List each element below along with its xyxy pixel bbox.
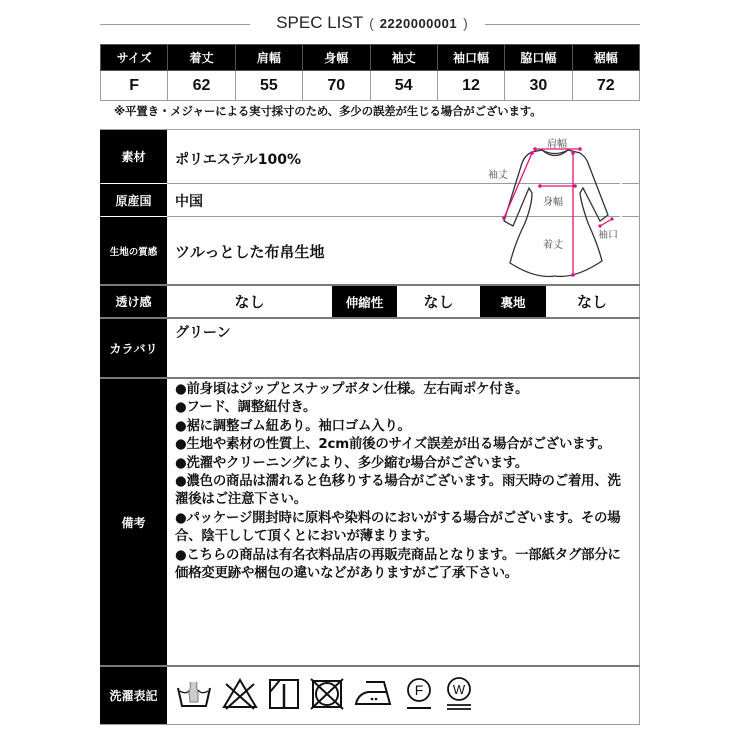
label-texture: 生地の質感 (100, 217, 167, 284)
size-table (100, 44, 640, 101)
row-divider (100, 317, 640, 319)
dry-clean-f-icon (404, 677, 434, 711)
diagram-label-length: 着丈 (543, 240, 563, 251)
title-text: SPEC LIST (276, 13, 364, 32)
header-hem-width: 裾幅 (572, 45, 639, 71)
header-body-width: 身幅 (303, 45, 370, 71)
product-code: 2220000001 (379, 16, 458, 31)
remark-item: ●前身頃はジップとスナップボタン仕様。左右両ポケ付き。 (175, 382, 529, 397)
remark-item: ●洗濯やクリーニングにより、多少縮む場合がございます。 (175, 455, 529, 471)
label-lining: 裏地 (480, 286, 546, 317)
remark-item: ●パッケージ開封時に原料や染料のにおいがする場合がございます。その場合、陰干しして頂くとにおいが薄まります。 (175, 510, 621, 545)
value-sleeve-length: 54 (370, 71, 437, 101)
remark-item: ●濃色の商品は濡れると色移りする場合がございます。雨天時のご着用、洗濯後はご注意下さい。 (175, 474, 621, 508)
garment-diagram (480, 133, 630, 281)
value-lining: なし (576, 293, 607, 311)
diagram-label-cuff: 袖口 (598, 230, 618, 241)
row-divider (100, 665, 640, 667)
remarks-list (175, 381, 630, 583)
title-rule-left (100, 24, 250, 25)
value-hem-width: 72 (572, 71, 639, 101)
value-colors: グリーン (175, 325, 231, 341)
no-tumble-dry-icon (310, 678, 344, 710)
label-stretch: 伸縮性 (332, 286, 397, 317)
page-title: SPEC LIST ( 2220000001 ) (276, 13, 468, 32)
value-stretch: なし (423, 293, 454, 311)
remark-item: ●こちらの商品は有名衣料品店の再販売商品となります。一部紙タグ部分に価格変更跡や梱包の違いなどがありますがご了承下さい。 (175, 547, 621, 582)
value-cuff-width: 12 (437, 71, 504, 101)
header-armhole-width: 脇口幅 (505, 45, 572, 71)
wet-clean-w-icon (444, 677, 474, 711)
svg-text:F: F (414, 682, 424, 698)
value-length: 62 (168, 71, 235, 101)
row-divider (100, 377, 640, 379)
value-armhole-width: 30 (505, 71, 572, 101)
iron-medium-icon (354, 678, 394, 710)
hand-wash-icon (176, 678, 212, 710)
label-colors: カラバリ (100, 319, 167, 377)
size-table-header (101, 45, 640, 71)
diagram-label-body-width: 身幅 (543, 197, 563, 208)
remark-item: ●裾に調整ゴム紐あり。袖口ゴム入り。 (175, 418, 411, 434)
value-sheer: なし (234, 293, 265, 311)
svg-text:W: W (452, 682, 466, 697)
label-sheer: 透け感 (100, 286, 167, 317)
value-body-width: 70 (303, 71, 370, 101)
label-remarks: 備考 (100, 379, 167, 665)
value-size: F (101, 71, 168, 101)
header-shoulder: 肩幅 (235, 45, 302, 71)
value-origin: 中国 (175, 194, 203, 210)
header-size: サイズ (101, 45, 168, 71)
title-rule-right (485, 24, 640, 25)
no-bleach-icon (222, 678, 258, 710)
header-length: 着丈 (168, 45, 235, 71)
diagram-label-sleeve: 袖丈 (488, 170, 508, 181)
header-cuff-width: 袖口幅 (437, 45, 504, 71)
diagram-label-shoulder: 肩幅 (547, 139, 567, 150)
value-material: ポリエステル100% (175, 152, 301, 168)
line-dry-shade-icon (268, 678, 300, 710)
label-care: 洗濯表記 (100, 667, 167, 724)
label-origin: 原産国 (100, 184, 167, 216)
remark-item: ●生地や素材の性質上、2cm前後のサイズ誤差が出る場合がございます。 (175, 437, 611, 453)
header-sleeve-length: 袖丈 (370, 45, 437, 71)
size-table-row (101, 71, 640, 101)
measurement-note: ※平置き・メジャーによる実寸採寸のため、多少の誤差が生じる場合がございます。 (114, 104, 542, 118)
care-icons (176, 677, 474, 711)
label-material: 素材 (100, 130, 167, 183)
value-shoulder: 55 (235, 71, 302, 101)
value-texture: ツルっとした布帛生地 (175, 243, 325, 261)
remark-item: ●フード、調整紐付き。 (175, 400, 317, 416)
